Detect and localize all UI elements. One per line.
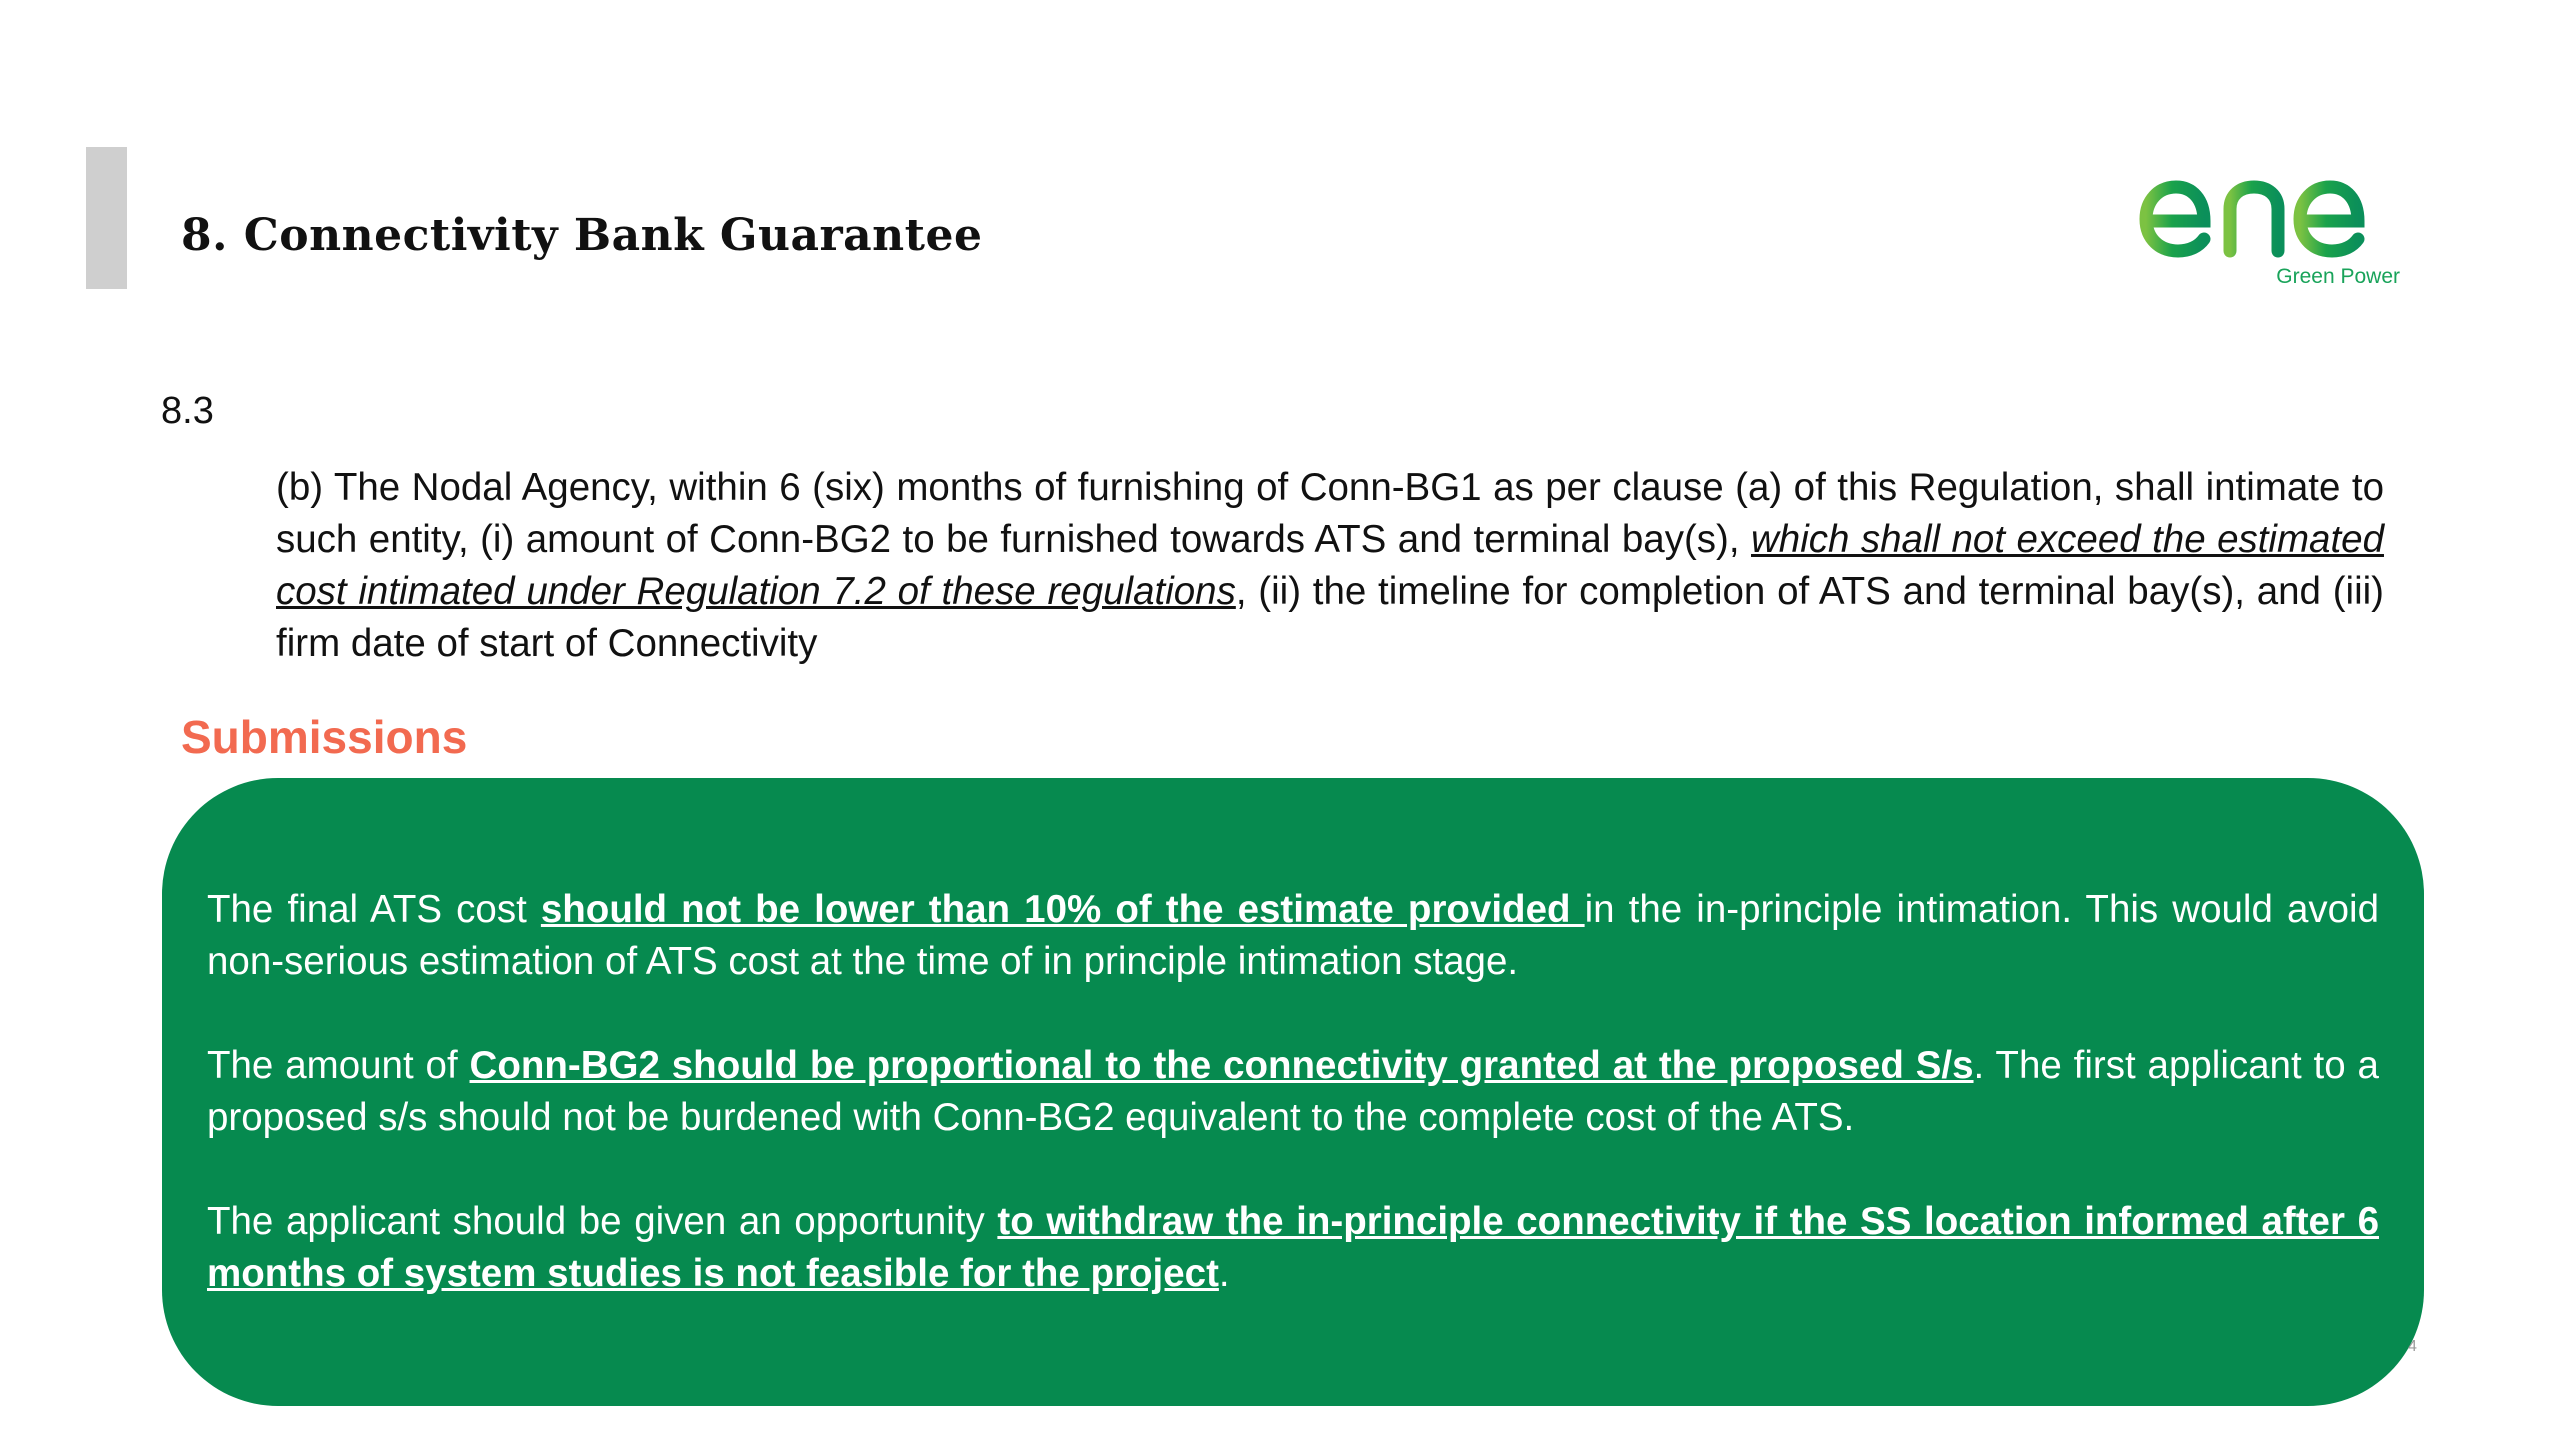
point-text: The amount of <box>207 1044 470 1087</box>
point-text: The applicant should be given an opportunity <box>207 1200 998 1243</box>
submission-point-1 <box>207 884 2379 988</box>
point-emphasis: to withdraw the in-principle connectivity if the SS location informed after 6 months of system studies is not feasible for the project <box>207 1200 2379 1295</box>
point-text: . The first applicant to a proposed s/s should not be burdened with Conn-BG2 equivalent to the complete cost of the ATS. <box>207 1044 2379 1139</box>
logo-subtitle: Green Power <box>2276 265 2400 288</box>
title-accent-bar <box>86 147 127 289</box>
enel-green-power-logo <box>2138 143 2424 293</box>
submission-point-3 <box>207 1196 2379 1300</box>
submissions-heading: Submissions <box>181 711 468 763</box>
point-text: in the in-principle intimation. This would avoid non-serious estimation of ATS cost at the time of in principle intimation stage. <box>207 888 2379 983</box>
enel-logo-icon <box>2138 143 2424 263</box>
clause-text-intro: (b) The Nodal Agency, within 6 (six) months of furnishing of Conn-BG1 as per clause (a) of this Regulation, shall intimate to such entity, (i) amount of Conn-BG2 to be furnished towards ATS and terminal bay(s), <box>276 466 2384 561</box>
slide-title: 8. Connectivity Bank Guarantee <box>181 210 983 261</box>
clause-text <box>276 462 2384 670</box>
clause-number: 8.3 <box>161 390 214 432</box>
clause-text-outro: , (ii) the timeline for completion of ATS and terminal bay(s), and (iii) firm date of start of Connectivity <box>276 570 2385 665</box>
page-number: 4 <box>2408 1338 2417 1355</box>
point-text: The final ATS cost <box>207 888 541 931</box>
point-text: . <box>1218 1252 1230 1295</box>
submission-point-2 <box>207 1040 2379 1144</box>
point-emphasis: Conn-BG2 should be proportional to the connectivity granted at the proposed S/s <box>469 1044 1974 1087</box>
clause-text-emphasis: which shall not exceed the estimated cost intimated under Regulation 7.2 of these regulations <box>276 518 2384 613</box>
point-emphasis: should not be lower than 10% of the estimate provided <box>540 888 1585 931</box>
